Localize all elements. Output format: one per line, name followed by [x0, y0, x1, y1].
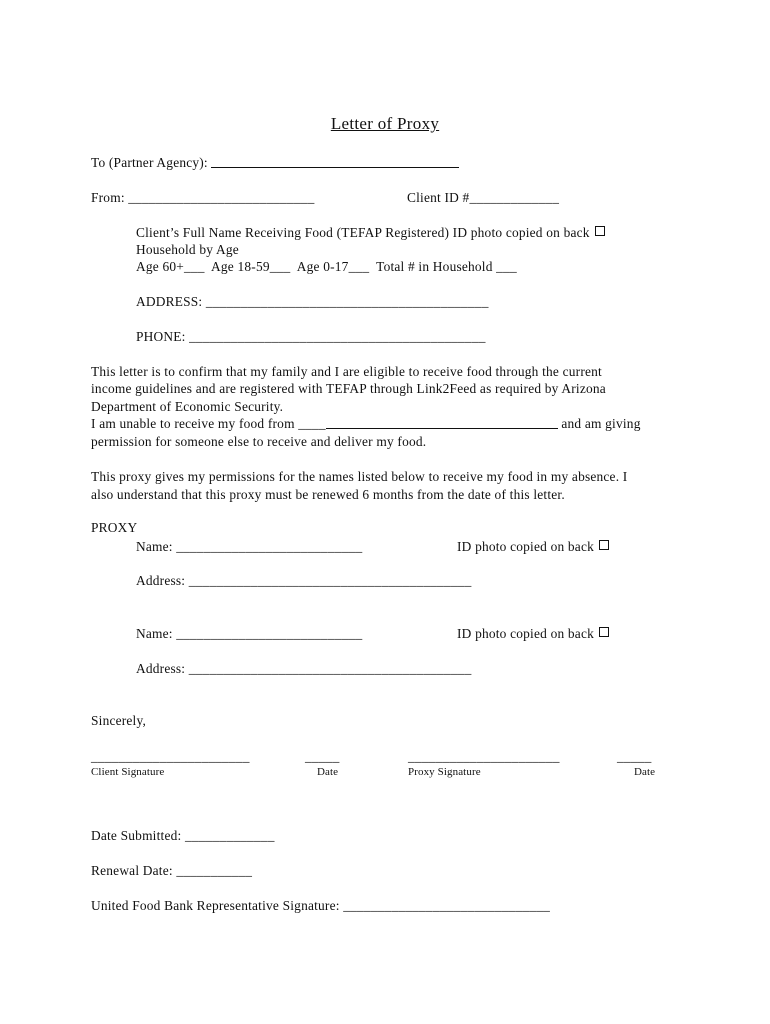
client-name-line: [136, 225, 605, 241]
proxy-id-photo-label: ID photo copied on back: [457, 539, 594, 554]
proxy-name-field[interactable]: Name: ___________________________: [136, 539, 363, 554]
to-partner-agency-label: To (Partner Agency):: [91, 155, 212, 170]
client-id-photo-checkbox[interactable]: [595, 226, 605, 236]
from-field[interactable]: From: ___________________________: [91, 190, 315, 205]
proxy-name-field[interactable]: Name: ___________________________: [136, 626, 363, 641]
address-field[interactable]: ADDRESS: _________________________________________: [136, 294, 489, 309]
page-title: Letter of Proxy: [330, 114, 440, 133]
household-heading: Household by Age: [136, 242, 239, 257]
proxy-id-photo-label: ID photo copied on back: [457, 626, 594, 641]
unable-line: [91, 416, 641, 432]
proxy-id-photo: [457, 626, 609, 642]
client-signature-line[interactable]: _______________________: [91, 749, 250, 764]
client-signature-label: Client Signature: [91, 766, 165, 778]
paragraph-line: also understand that this proxy must be renewed 6 months from the date of this letter.: [91, 487, 565, 502]
proxy-date-label: Date: [634, 766, 656, 778]
partner-agency-blank[interactable]: [211, 155, 459, 168]
paragraph-line: This letter is to confirm that my family and I are eligible to receive food through the current: [91, 364, 602, 379]
age-line[interactable]: Age 60+___ Age 18-59___ Age 0-17___ Total # in Household ___: [136, 259, 517, 274]
proxy-signature-label: Proxy Signature: [408, 766, 481, 778]
unable-suffix: and am giving: [557, 416, 641, 431]
unable-blank[interactable]: [326, 416, 558, 429]
unable-prefix: I am unable to receive my food from ____: [91, 416, 326, 431]
paragraph-line: Department of Economic Security.: [91, 399, 284, 414]
client-name-label: Client’s Full Name Receiving Food (TEFAP Registered) ID photo copied on back: [136, 225, 590, 240]
client-date-line[interactable]: _____: [305, 749, 340, 764]
proxy-address-field[interactable]: Address: _________________________________________: [136, 573, 472, 588]
proxy-address-field[interactable]: Address: _________________________________________: [136, 661, 472, 676]
representative-signature-field[interactable]: United Food Bank Representative Signature: ______________________________: [91, 898, 551, 913]
date-submitted-field[interactable]: Date Submitted: _____________: [91, 828, 275, 843]
proxy-signature-line[interactable]: ______________________: [408, 749, 560, 764]
paragraph-line: This proxy gives my permissions for the names listed below to receive my food in my absence. I: [91, 469, 628, 484]
permission-line: permission for someone else to receive and deliver my food.: [91, 434, 427, 449]
to-partner-agency-field[interactable]: [91, 155, 459, 171]
renewal-date-field[interactable]: Renewal Date: ___________: [91, 863, 253, 878]
proxy-id-photo-checkbox[interactable]: [599, 540, 609, 550]
proxy-heading: PROXY: [91, 520, 138, 535]
paragraph-line: income guidelines and are registered with TEFAP through Link2Feed as required by Arizona: [91, 381, 606, 396]
sincerely: Sincerely,: [91, 713, 147, 728]
proxy-id-photo-checkbox[interactable]: [599, 627, 609, 637]
phone-field[interactable]: PHONE: ___________________________________________: [136, 329, 486, 344]
client-id-field[interactable]: Client ID #_____________: [407, 190, 560, 205]
proxy-date-line[interactable]: _____: [617, 749, 652, 764]
client-date-label: Date: [317, 766, 339, 778]
proxy-id-photo: [457, 539, 609, 555]
